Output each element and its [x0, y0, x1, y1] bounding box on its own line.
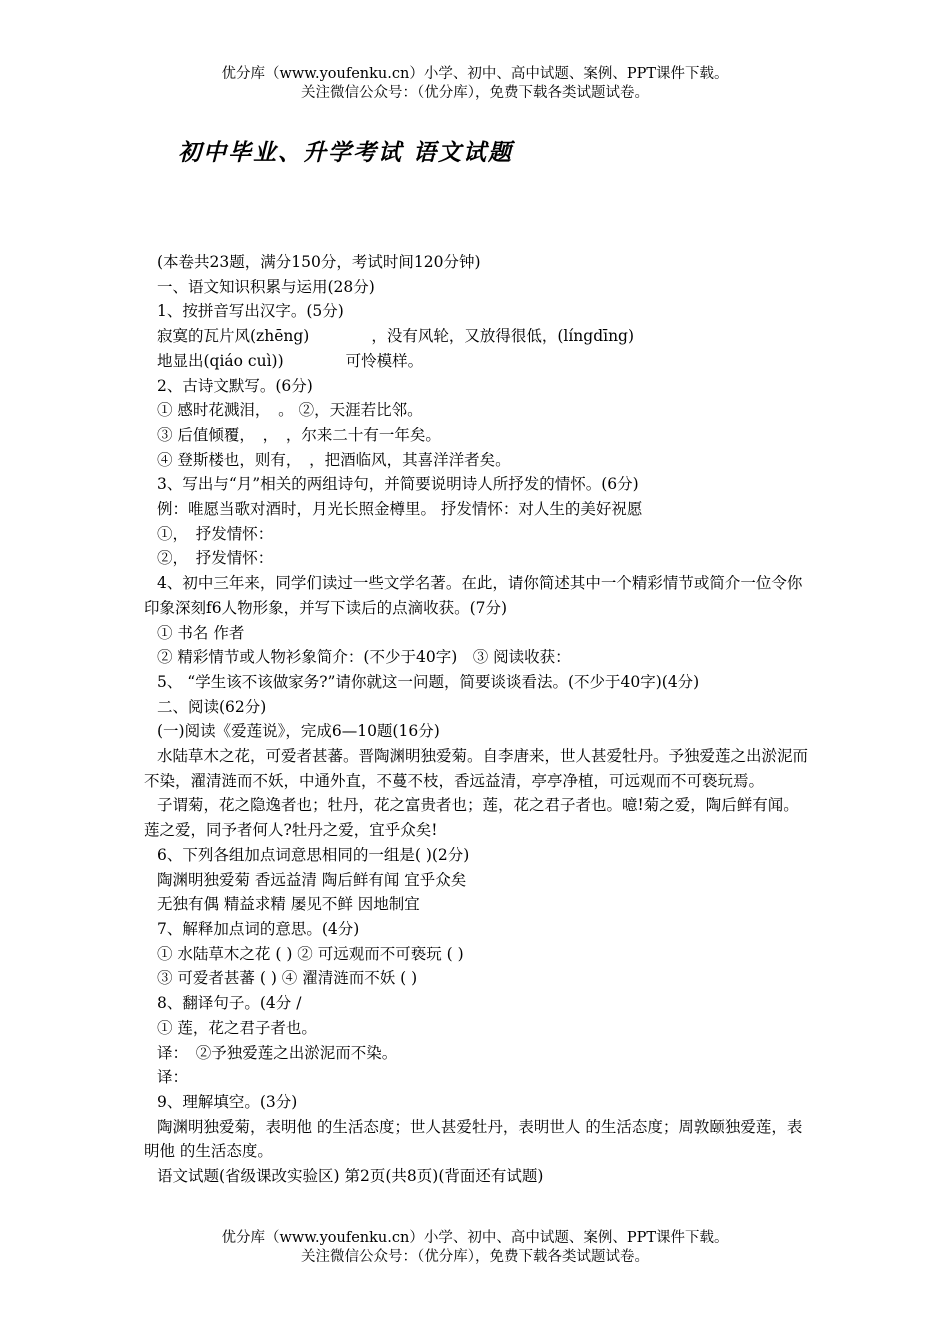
question-2-item-1: ① 感时花溅泪， 。 ②，天涯若比邻。 [157, 401, 423, 420]
question-1-line-2: 地显出(qiáo cuì)) 可怜模样。 [157, 351, 424, 370]
question-4-item-2: ② 精彩情节或人物衫象简介：(不少于40字) ③ 阅读收获： [157, 648, 571, 667]
question-2: 2、古诗文默写。(6分) [157, 376, 313, 395]
question-1-line-1: 寂寞的瓦片风(zhēng) ，没有风轮，又放得很低，(língdīng) [157, 327, 635, 346]
question-3-item-1: ①， 抒发情怀： [157, 524, 274, 543]
question-7: 7、解释加点词的意思。(4分) [157, 919, 360, 938]
question-6: 6、下列各组加点词意思相同的一组是( )(2分) [157, 845, 470, 864]
section-heading-2: 二、阅读(62分) [157, 697, 267, 716]
exam-info: (本卷共23题，满分150分，考试时间120分钟) [157, 253, 481, 271]
exam-title: 初中毕业、升学考试 语文试题 [178, 139, 514, 166]
question-4: 4、初中三年来，同学们读过一些文学名著。在此，请你简述其中一个精彩情节或简介一位令你印象深刻f6人物形象，并写下读后的点滴收获。(7分) [144, 574, 803, 617]
question-7-row-2: ③ 可爱者甚蕃 ( ) ④ 濯清涟而不妖 ( ) [157, 969, 418, 988]
passage-paragraph-2: 子谓菊，花之隐逸者也；牡丹，花之富贵者也；莲，花之君子者也。噫!菊之爱，陶后鲜有闻。莲之爱，同予者何人?牡丹之爱，宜乎众矣! [144, 796, 799, 840]
question-5: 5、 “学生该不该做家务?”请你就这一问题，简要谈谈看法。(不少于40字)(4分) [157, 672, 700, 691]
question-1: 1、按拼音写出汉字。(5分) [157, 302, 344, 321]
question-8-translate-1: 译： ②予独爱莲之出淤泥而不染。 [157, 1043, 398, 1062]
page-header [0, 65, 950, 103]
footer-line-1: 优分库（www.youfenku.cn）小学、初中、高中试题、案例、PPT课件下载。 [221, 1230, 729, 1246]
question-8: 8、翻译句子。(4分 / [157, 994, 302, 1013]
passage-paragraph-1: 水陆草木之花，可爱者甚蕃。晋陶渊明独爱菊。自李唐来，世人甚爱牡丹。予独爱莲之出淤泥而不染，濯清涟而不妖，中通外直，不蔓不枝，香远益清，亭亭净植，可远观而不可亵玩焉。 [144, 747, 809, 790]
question-4-item-1: ① 书名 作者 [157, 623, 245, 642]
exam-content [144, 250, 808, 1189]
question-3: 3、写出与“月”相关的两组诗句，并简要说明诗人所抒发的情怀。(6分) [157, 475, 639, 494]
section-heading-1: 一、语文知识积累与运用(28分) [157, 277, 375, 296]
question-6-row-1: 陶渊明独爱菊 香远益清 陶后鲜有闻 宜乎众矣 [157, 870, 467, 889]
page-footer [0, 1229, 950, 1267]
header-line-1: 优分库（www.youfenku.cn）小学、初中、高中试题、案例、PPT课件下载。 [221, 66, 729, 82]
header-line-2: 关注微信公众号：（优分库），免费下载各类试题试卷。 [301, 85, 649, 101]
question-2-item-3: ③ 后值倾覆， ， ，尔来二十有一年矣。 [157, 425, 441, 444]
reading-1-heading: (一)阅读《爱莲说》，完成6—10题(16分) [157, 722, 440, 741]
question-3-item-2: ②， 抒发情怀： [157, 549, 274, 568]
question-3-example: 例：唯愿当歌对酒时，月光长照金樽里。 抒发情怀：对人生的美好祝愿 [157, 500, 643, 519]
question-2-item-4: ④ 登斯楼也，则有， ，把酒临风，其喜洋洋者矣。 [157, 450, 511, 469]
question-9-text: 陶渊明独爱菊，表明他 的生活态度；世人甚爱牡丹，表明世人 的生活态度；周敦颐独爱莲，表明他 的生活态度。 [144, 1117, 803, 1161]
question-8-translate-2: 译： [157, 1068, 189, 1087]
page-note: 语文试题(省级课改实验区) 第2页(共8页)(背面还有试题) [157, 1167, 544, 1186]
question-7-row-1: ① 水陆草木之花 ( ) ② 可远观而不可亵玩 ( ) [157, 944, 464, 963]
question-8-item-1: ① 莲，花之君子者也。 [157, 1018, 317, 1037]
question-9: 9、理解填空。(3分) [157, 1092, 298, 1111]
footer-line-2: 关注微信公众号：（优分库），免费下载各类试题试卷。 [301, 1249, 649, 1265]
question-6-row-2: 无独有偶 精益求精 屡见不鲜 因地制宜 [157, 895, 420, 914]
